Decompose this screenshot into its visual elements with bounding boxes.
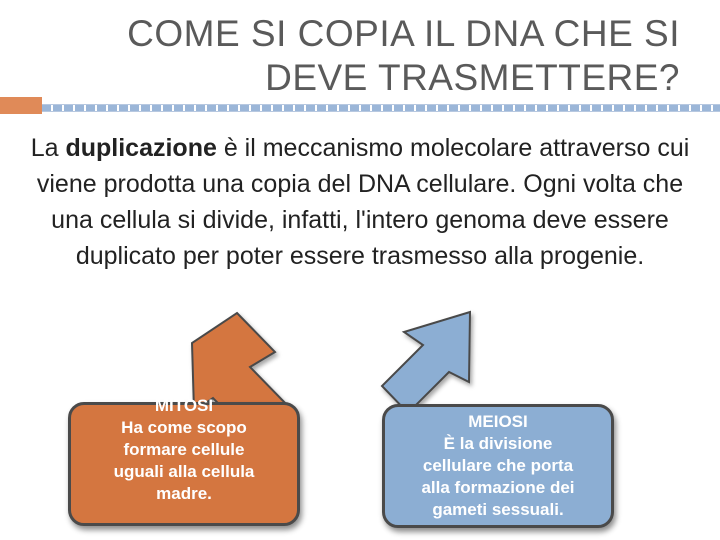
mitosi-line-4: madre. xyxy=(156,484,212,503)
meiosi-line-1: È la divisione xyxy=(443,434,553,453)
mitosi-box xyxy=(68,396,300,526)
meiosi-line-4: gameti sessuali. xyxy=(432,500,564,519)
meiosi-line-2: cellulare che porta xyxy=(422,456,574,475)
title-line-2: DEVE TRASMETTERE? xyxy=(265,57,680,98)
meiosi-heading: MEIOSI xyxy=(468,412,528,431)
intro-prefix: La xyxy=(30,134,66,162)
mitosi-line-2: formare cellule xyxy=(123,440,245,459)
mitosi-heading: MITOSI xyxy=(154,396,214,415)
mitosi-line-1: Ha come scopo xyxy=(121,418,247,437)
intro-rest: è il meccanismo molecolare attraverso cui viene prodotta una copia del DNA cellulare. Ogni volta che una cellula si divide, infatti, l'intero genoma deve essere duplicato per poter essere trasmesso alla progenie. xyxy=(36,134,690,270)
meiosi-line-3: alla formazione dei xyxy=(421,478,575,497)
mitosi-line-3: uguali alla cellula xyxy=(113,462,255,481)
meiosi-box xyxy=(382,404,614,528)
right-arrow-shape xyxy=(382,312,470,413)
intro-keyword: duplicazione xyxy=(65,134,217,162)
title-line-1: COME SI COPIA IL DNA CHE SI xyxy=(127,13,680,54)
